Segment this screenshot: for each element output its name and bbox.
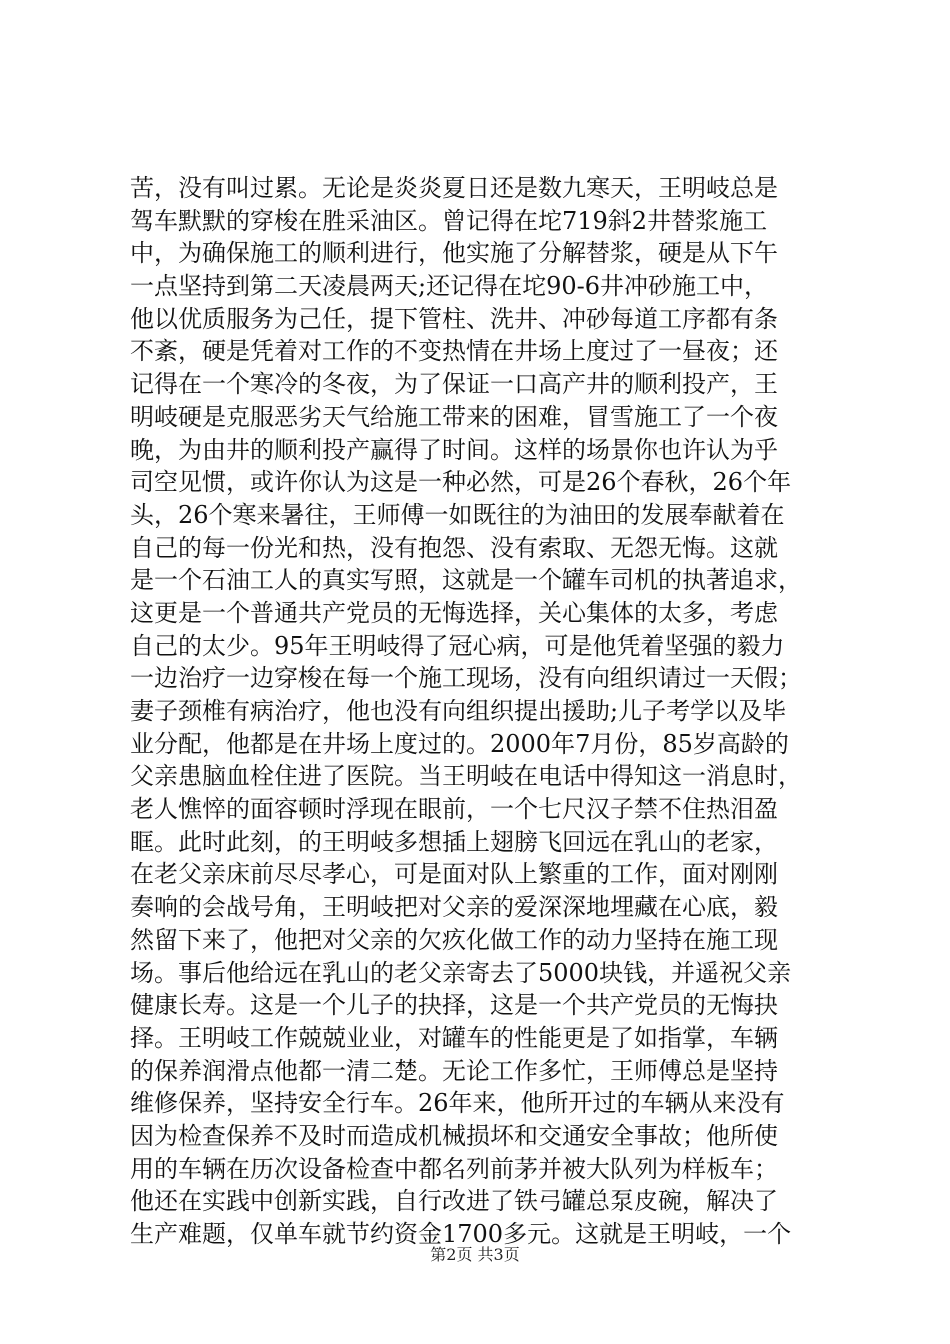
text-line: 他还在实践中创新实践，自行改进了铁弓罐总泵皮碗，解决了 [130,1187,778,1216]
text-line: 记得在一个寒冷的冬夜，为了保证一口高产井的顺利投产，王 [130,370,778,399]
text-line: 驾车默默的穿梭在胜采油区。曾记得在坨719斜2井替浆施工 [130,206,768,235]
text-line: 父亲患脑血栓住进了医院。当王明岐在电话中得知这一消息时， [130,762,802,791]
text-line: 场。事后他给远在乳山的老父亲寄去了5000块钱，并遥祝父亲 [130,958,792,987]
text-line: 生产难题，仅单车就节约资金1700多元。这就是王明岐，一个 [130,1220,792,1248]
text-line: 自己的太少。95年王明岐得了冠心病，可是他凭着坚强的毅力 [130,631,785,660]
text-line: 司空见惯，或许你认为这是一种必然，可是26个春秋，26个年 [130,468,792,497]
page-footer: 第2页 共3页 [430,1245,520,1264]
text-line: 自己的每一份光和热，没有抱怨、没有索取、无怨无悔。这就 [130,533,778,562]
text-line: 妻子颈椎有病治疗，他也没有向组织提出援助;儿子考学以及毕 [130,697,787,725]
text-line: 因为检查保养不及时而造成机械损坏和交通安全事故；他所使 [130,1121,778,1150]
text-line: 维修保养，坚持安全行车。26年来，他所开过的车辆从来没有 [130,1089,785,1118]
text-line: 然留下来了，他把对父亲的欠疚化做工作的动力坚持在施工现 [130,925,778,954]
text-line: 是一个石油工人的真实写照，这就是一个罐车司机的执著追求， [130,566,802,595]
text-line: 老人憔悴的面容顿时浮现在眼前，一个七尺汉子禁不住热泪盈 [130,795,778,824]
text-line: 在老父亲床前尽尽孝心，可是面对队上繁重的工作，面对刚刚 [130,860,778,889]
text-line: 苦，没有叫过累。无论是炎炎夏日还是数九寒天，王明岐总是 [130,174,778,202]
body-text [130,172,830,1251]
text-line: 眶。此时此刻，的王明岐多想插上翅膀飞回远在乳山的老家， [130,827,778,856]
text-line: 一边治疗一边穿梭在每一个施工现场，没有向组织请过一天假； [130,664,802,693]
text-line: 中，为确保施工的顺利进行，他实施了分解替浆，硬是从下午 [130,239,778,268]
text-line: 择。王明岐工作兢兢业业，对罐车的性能更是了如指掌，车辆 [130,1023,778,1052]
text-line: 头，26个寒来暑往，王师傅一如既往的为油田的发展奉献着在 [130,500,785,529]
text-line: 不紊，硬是凭着对工作的不变热情在井场上度过了一昼夜；还 [130,337,778,366]
text-line: 一点坚持到第二天凌晨两天;还记得在坨90-6井冲砂施工中， [130,272,769,301]
text-line: 的保养润滑点他都一清二楚。无论工作多忙，王师傅总是坚持 [130,1056,778,1085]
text-line: 晚，为由井的顺利投产赢得了时间。这样的场景你也许认为乎 [130,435,778,464]
text-line: 他以优质服务为己任，提下管柱、洗井、冲砂每道工序都有条 [130,304,778,333]
text-line: 健康长寿。这是一个儿子的抉择，这是一个共产党员的无悔抉 [130,991,778,1020]
text-line: 用的车辆在历次设备检查中都名列前茅并被大队列为样板车； [130,1154,778,1183]
text-line: 这更是一个普通共产党员的无悔选择，关心集体的太多，考虑 [130,598,778,627]
text-line: 奏响的会战号角，王明岐把对父亲的爱深深地埋藏在心底，毅 [130,893,778,922]
text-line: 明岐硬是克服恶劣天气给施工带来的困难，冒雪施工了一个夜 [130,402,778,431]
text-line: 业分配，他都是在井场上度过的。2000年7月份，85岁高龄的 [130,729,789,758]
